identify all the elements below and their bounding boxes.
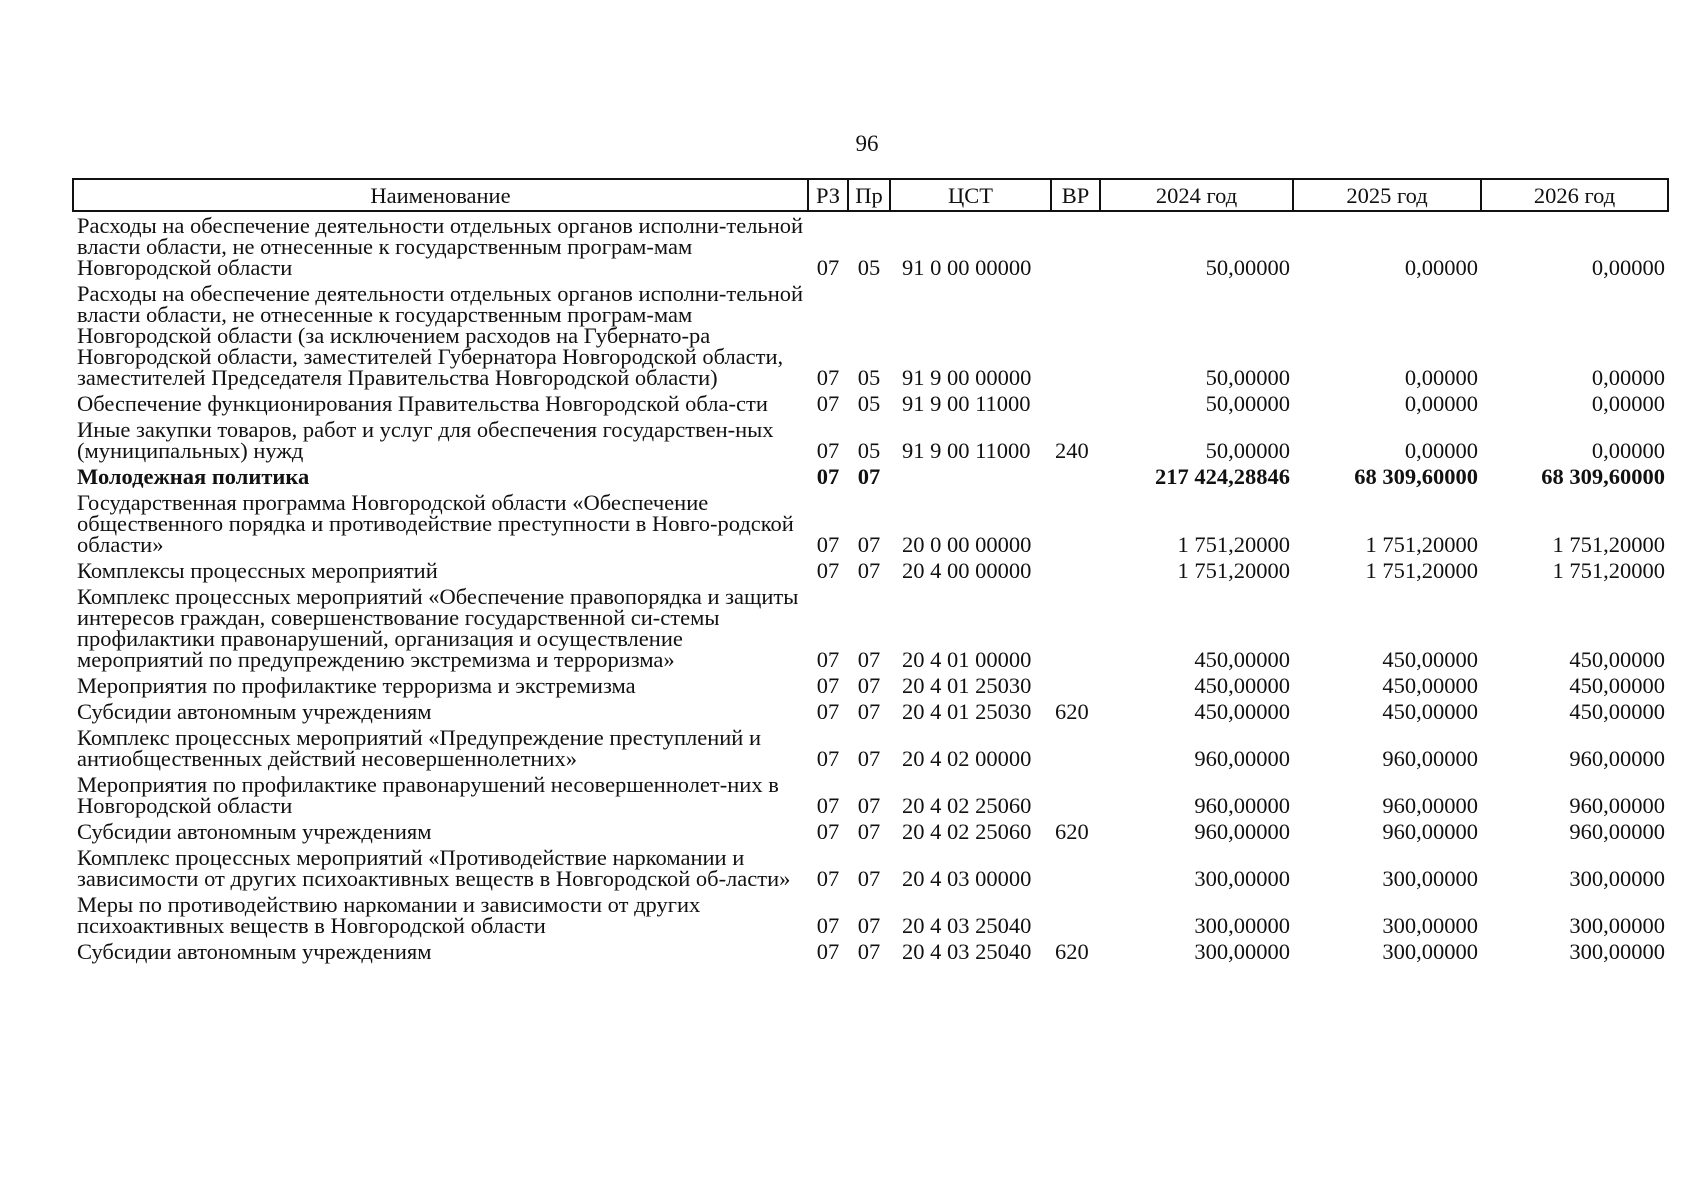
- row-amount-2026: 0,00000: [1591, 438, 1665, 463]
- table-row: [73, 463, 1668, 489]
- row-name: Субсидии автономным учреждениям: [77, 819, 432, 844]
- row-pr: 05: [857, 438, 881, 463]
- row-name: Меры по противодействию наркомании и зависимости от других психоактивных веществ в Новгородской области: [77, 892, 701, 938]
- table-row: [73, 557, 1668, 583]
- row-vr: [1051, 771, 1100, 818]
- row-rz: 07: [816, 913, 840, 938]
- row-pr: 07: [857, 673, 881, 698]
- table-row: [73, 489, 1668, 557]
- row-amount-2024: 960,00000: [1194, 819, 1290, 844]
- row-amount-2024: 450,00000: [1194, 647, 1290, 672]
- row-name: Иные закупки товаров, работ и услуг для обеспечения государствен-ных (муниципальных) нужд: [77, 417, 774, 463]
- row-rz: 07: [816, 464, 840, 489]
- row-amount-2024: 50,00000: [1205, 365, 1290, 390]
- row-amount-2024: 960,00000: [1194, 746, 1290, 771]
- header-pr: Пр: [848, 179, 890, 211]
- row-name: Субсидии автономным учреждениям: [77, 699, 432, 724]
- table-header: [73, 179, 1668, 211]
- header-2026: 2026 год: [1481, 179, 1668, 211]
- row-pr: 07: [857, 464, 881, 489]
- row-pr: 07: [857, 532, 881, 557]
- row-amount-2026: 450,00000: [1569, 699, 1665, 724]
- row-rz: 07: [816, 391, 840, 416]
- row-amount-2024: 1 751,20000: [1177, 558, 1290, 583]
- row-name: Комплекс процессных мероприятий «Предупреждение преступлений и антиобщественных действий несовершеннолетних»: [77, 725, 762, 771]
- row-amount-2024: 450,00000: [1194, 699, 1290, 724]
- row-amount-2024: 300,00000: [1194, 866, 1290, 891]
- row-vr: [1051, 489, 1100, 557]
- row-amount-2026: 300,00000: [1569, 939, 1665, 964]
- table-row: [73, 771, 1668, 818]
- row-amount-2024: 50,00000: [1205, 438, 1290, 463]
- row-amount-2024: 450,00000: [1194, 673, 1290, 698]
- page-number: 96: [855, 131, 879, 156]
- row-vr: 620: [1055, 939, 1089, 964]
- row-name: Расходы на обеспечение деятельности отдельных органов исполни-тельной власти области, не отнесенные к государственным програм-мам Новгородской области (за исключением расходов на Губернато-ра Новгородской области, заместителей Губернатора Новгородской области, заместителей Председателя Правительства Новгородской области): [77, 281, 804, 390]
- row-pr: 05: [857, 365, 881, 390]
- row-amount-2026: 1 751,20000: [1552, 558, 1665, 583]
- row-vr: [1051, 672, 1100, 698]
- row-cst: 20 4 03 25040: [902, 939, 1032, 964]
- row-amount-2026: 450,00000: [1569, 673, 1665, 698]
- row-name: Комплексы процессных мероприятий: [77, 558, 438, 583]
- row-amount-2025: 300,00000: [1382, 866, 1478, 891]
- table-row: [73, 724, 1668, 771]
- row-name: Молодежная политика: [77, 464, 310, 489]
- row-amount-2025: 450,00000: [1382, 699, 1478, 724]
- row-vr: 620: [1055, 819, 1089, 844]
- budget-table: [72, 178, 1669, 964]
- row-pr: 05: [857, 255, 881, 280]
- row-amount-2026: 68 309,60000: [1541, 464, 1665, 489]
- row-name: Мероприятия по профилактике терроризма и экстремизма: [77, 673, 636, 698]
- row-name: Государственная программа Новгородской области «Обеспечение общественного порядка и противодействие преступности в Новго-родской области»: [77, 490, 794, 557]
- row-cst: 20 4 01 25030: [902, 673, 1032, 698]
- row-cst: 20 4 02 25060: [902, 819, 1032, 844]
- row-rz: 07: [816, 819, 840, 844]
- row-amount-2026: 0,00000: [1591, 255, 1665, 280]
- row-vr: 240: [1055, 438, 1089, 463]
- row-pr: 05: [857, 391, 881, 416]
- row-amount-2025: 960,00000: [1382, 793, 1478, 818]
- row-cst: 91 9 00 00000: [902, 365, 1032, 390]
- row-cst: 20 4 02 00000: [902, 746, 1032, 771]
- row-amount-2025: 0,00000: [1404, 255, 1478, 280]
- row-amount-2024: 960,00000: [1194, 793, 1290, 818]
- row-amount-2024: 50,00000: [1205, 255, 1290, 280]
- row-amount-2024: 50,00000: [1205, 391, 1290, 416]
- row-amount-2026: 1 751,20000: [1552, 532, 1665, 557]
- row-rz: 07: [816, 558, 840, 583]
- row-amount-2025: 960,00000: [1382, 819, 1478, 844]
- row-amount-2025: 0,00000: [1404, 365, 1478, 390]
- header-rz: РЗ: [808, 179, 848, 211]
- row-rz: 07: [816, 255, 840, 280]
- row-vr: [1051, 583, 1100, 672]
- header-cst: ЦСТ: [890, 179, 1051, 211]
- header-name: Наименование: [73, 179, 808, 211]
- row-amount-2025: 1 751,20000: [1365, 558, 1478, 583]
- row-rz: 07: [816, 365, 840, 390]
- row-cst: 20 4 01 25030: [902, 699, 1032, 724]
- row-amount-2026: 960,00000: [1569, 746, 1665, 771]
- row-name: Комплекс процессных мероприятий «Противодействие наркомании и зависимости от других психоактивных веществ в Новгородской об-ласти»: [77, 845, 791, 891]
- row-amount-2026: 960,00000: [1569, 819, 1665, 844]
- row-amount-2025: 300,00000: [1382, 939, 1478, 964]
- row-amount-2025: 960,00000: [1382, 746, 1478, 771]
- row-amount-2025: 1 751,20000: [1365, 532, 1478, 557]
- row-vr: [1051, 724, 1100, 771]
- table-row: [73, 818, 1668, 844]
- table-row: [73, 583, 1668, 672]
- row-amount-2025: 68 309,60000: [1354, 464, 1478, 489]
- row-pr: 07: [857, 558, 881, 583]
- row-amount-2026: 450,00000: [1569, 647, 1665, 672]
- row-rz: 07: [816, 746, 840, 771]
- row-amount-2024: 300,00000: [1194, 913, 1290, 938]
- table-row: [73, 698, 1668, 724]
- row-pr: 07: [857, 939, 881, 964]
- row-cst: 20 4 03 25040: [902, 913, 1032, 938]
- row-vr: [1051, 463, 1100, 489]
- row-vr: [1051, 844, 1100, 891]
- row-rz: 07: [816, 673, 840, 698]
- row-pr: 07: [857, 866, 881, 891]
- row-amount-2025: 450,00000: [1382, 647, 1478, 672]
- header-2025: 2025 год: [1293, 179, 1481, 211]
- row-vr: [1051, 557, 1100, 583]
- row-name: Комплекс процессных мероприятий «Обеспечение правопорядка и защиты интересов граждан, совершенствование государственной си-стемы профилактики правонарушений, организация и осуществление мероприятий по предупреждению экстремизма и терроризма»: [77, 584, 799, 672]
- table-row: [73, 390, 1668, 416]
- row-rz: 07: [816, 647, 840, 672]
- row-vr: 620: [1055, 699, 1089, 724]
- table-row: [73, 280, 1668, 390]
- row-pr: 07: [857, 699, 881, 724]
- row-cst: 20 4 02 25060: [902, 793, 1032, 818]
- row-amount-2024: 217 424,28846: [1155, 464, 1290, 489]
- row-amount-2025: 450,00000: [1382, 673, 1478, 698]
- row-vr: [1051, 390, 1100, 416]
- row-amount-2025: 0,00000: [1404, 391, 1478, 416]
- row-name: Субсидии автономным учреждениям: [77, 939, 432, 964]
- row-vr: [1051, 280, 1100, 390]
- row-amount-2024: 300,00000: [1194, 939, 1290, 964]
- row-pr: 07: [857, 746, 881, 771]
- table-row: [73, 891, 1668, 938]
- row-name: Мероприятия по профилактике правонарушений несовершеннолет-них в Новгородской области: [77, 772, 779, 818]
- row-rz: 07: [816, 699, 840, 724]
- row-pr: 07: [857, 793, 881, 818]
- header-2024: 2024 год: [1100, 179, 1293, 211]
- row-cst: 20 4 01 00000: [902, 647, 1032, 672]
- row-amount-2026: 300,00000: [1569, 913, 1665, 938]
- row-amount-2024: 1 751,20000: [1177, 532, 1290, 557]
- row-rz: 07: [816, 438, 840, 463]
- row-rz: 07: [816, 866, 840, 891]
- row-vr: [1051, 891, 1100, 938]
- row-amount-2025: 0,00000: [1404, 438, 1478, 463]
- row-amount-2026: 0,00000: [1591, 365, 1665, 390]
- table-row: [73, 211, 1668, 280]
- table-row: [73, 938, 1668, 964]
- row-cst: 91 9 00 11000: [902, 391, 1031, 416]
- table-row: [73, 416, 1668, 463]
- row-name: Расходы на обеспечение деятельности отдельных органов исполни-тельной власти области, не отнесенные к государственным програм-мам Новгородской области: [77, 213, 804, 280]
- row-rz: 07: [816, 532, 840, 557]
- header-vr: ВР: [1051, 179, 1100, 211]
- table-row: [73, 672, 1668, 698]
- row-amount-2026: 960,00000: [1569, 793, 1665, 818]
- table-body: [73, 211, 1668, 964]
- row-cst: [890, 463, 1051, 489]
- row-pr: 07: [857, 913, 881, 938]
- row-cst: 20 0 00 00000: [902, 532, 1032, 557]
- row-pr: 07: [857, 819, 881, 844]
- row-pr: 07: [857, 647, 881, 672]
- row-cst: 20 4 00 00000: [902, 558, 1032, 583]
- row-cst: 91 0 00 00000: [902, 255, 1032, 280]
- row-rz: 07: [816, 939, 840, 964]
- table-row: [73, 844, 1668, 891]
- row-amount-2026: 0,00000: [1591, 391, 1665, 416]
- row-cst: 20 4 03 00000: [902, 866, 1032, 891]
- row-vr: [1051, 211, 1100, 280]
- row-amount-2025: 300,00000: [1382, 913, 1478, 938]
- row-cst: 91 9 00 11000: [902, 438, 1031, 463]
- row-amount-2026: 300,00000: [1569, 866, 1665, 891]
- row-name: Обеспечение функционирования Правительства Новгородской обла-сти: [77, 391, 768, 416]
- row-rz: 07: [816, 793, 840, 818]
